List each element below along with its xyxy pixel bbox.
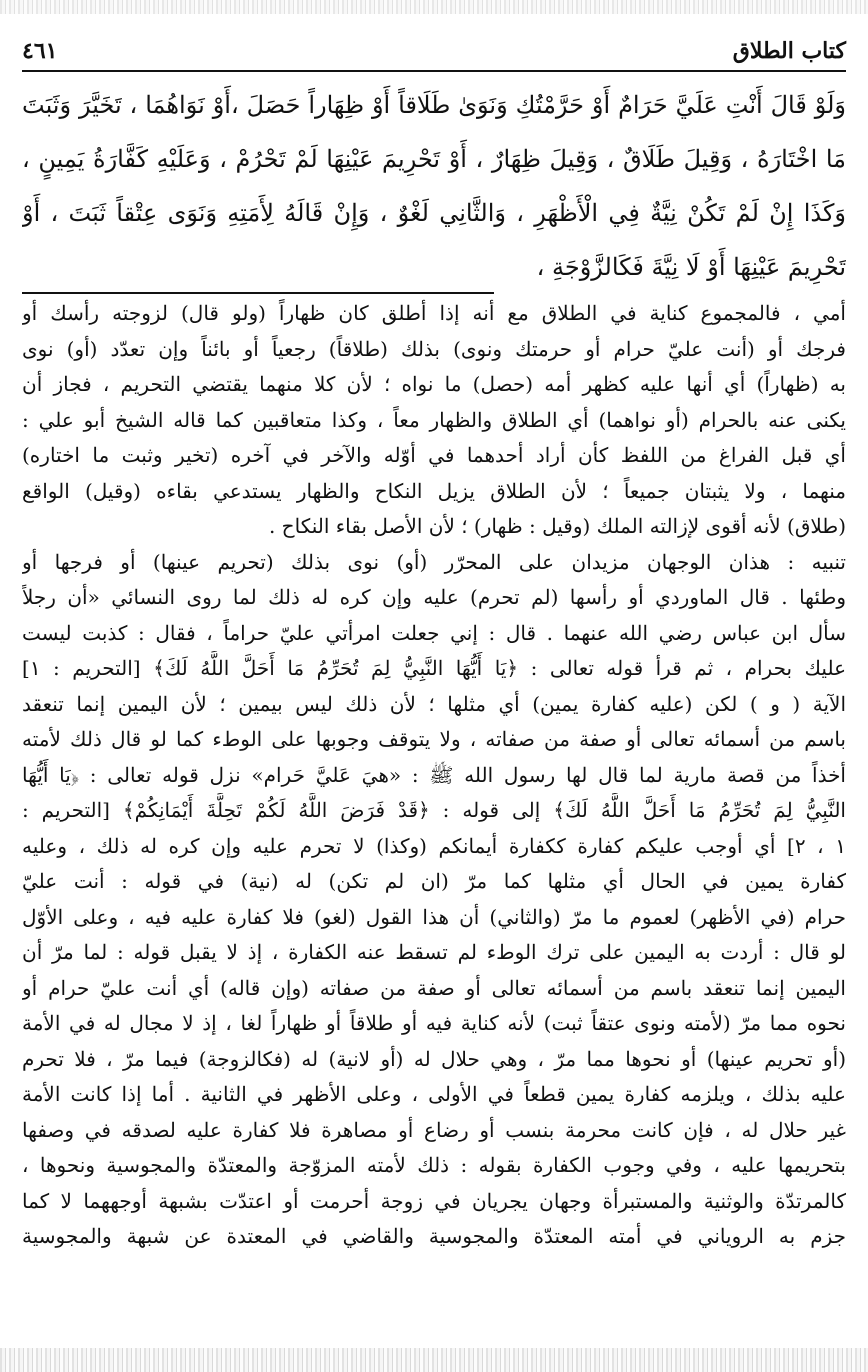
sharh-text — [22, 296, 846, 1255]
scan-edge-top — [0, 0, 868, 14]
sharh-line: عليك بحرام ، ثم قرأ قوله تعالى : ﴿يَا أَيُّهَا النَّبِيُّ لِمَ تُحَرِّمُ مَا أَحَلَّ اللَّهُ لَكَ﴾ [التحريم : ١] — [22, 656, 846, 680]
sharh-line: (طلاق) لأنه أقوى لإزالته الملك (وقيل : ظهار) ؛ لأن الأصل بقاء النكاح . — [268, 514, 846, 538]
sharh-line: وطئها . قال الماوردي أو رأسها (لم تحرم) عليه وإن كره له ذلك لما روى النسائي «أن رجلاً — [22, 585, 846, 609]
sharh-line: باسم من أسمائه تعالى أو صفة من صفاته ، ولا يتوقف وجوبها على الوطء كما لو قال ذلك لأمته — [22, 727, 846, 751]
sharh-line: الآية ( و ) لكن (عليه كفارة يمين) أي مثلها ؛ لأن ذلك ليس بيمين ؛ لأن اليمين إنما تنعقد — [22, 691, 846, 716]
sharh-line: أمي ، فالمجموع كناية في الطلاق مع أنه إذا أطلق كان ظهاراً (ولو قال) لزوجته رأسك أو — [22, 301, 846, 325]
sharh-line: سأل ابن عباس رضي الله عنهما . قال : إني جعلت امرأتي عليّ حراماً ، فقال : كذبت ليست — [22, 620, 846, 645]
book-page — [22, 20, 846, 1340]
sharh-line: اليمين إنما تنعقد باسم من أسمائه تعالى أو صفة من صفاته (وإن قاله) أي أنت عليّ حرام أو — [22, 975, 846, 1000]
page-number: ٤٦١ — [22, 38, 58, 64]
sharh-line: ١ ، ٢] أي أوجب عليكم كفارة ككفارة أيمانكم (وكذا) لا تحرم عليه وإن كره له ذلك ، وعليه — [22, 833, 846, 858]
matn-text — [22, 78, 846, 294]
matn-line: تَحْرِيمَ عَيْنِهَا أَوْ لَا نِيَّةَ فَكَالزَّوْجَةِ ، — [536, 253, 846, 281]
sharh-line: كفارة يمين في الحال أي مثلها كما مرّ (ان لم تكن) له (نية) في قوله : أنت عليّ — [22, 869, 846, 893]
sharh-line: لو قال : أردت به اليمين على ترك الوطء لم تسقط عنه الكفارة ، إذ لا يقبل قوله : لما مرّ أن — [22, 940, 846, 964]
sharh-line: أخذاً من قصة مارية لما قال لها رسول الله ﷺ : «هيَ عَليَّ حَرام» نزل قوله تعالى : ﴿يَا أَيُّهَا — [22, 762, 846, 787]
sharh-line: جزم به الروياني في أمته المعتدّة والمجوسية والقاضي في المعتدة عن شبهة والمجوسية — [22, 1224, 846, 1248]
sharh-line: عليه بذلك ، ويلزمه كفارة يمين قطعاً في الأولى ، وعلى الأظهر في الثانية . أما إذا كانت الأمة — [22, 1082, 846, 1106]
header-rule — [22, 70, 846, 72]
sharh-line: منهما ، ولا يثبتان جميعاً ؛ لأن الطلاق يزيل النكاح والظهار يستدعي بقاءه (وقيل) الواقع — [22, 478, 846, 503]
page-header — [22, 34, 846, 68]
sharh-line: كالمرتدّة والوثنية والمستبرأة وجهان يجريان في زوجة أحرمت أو اعتدّت بشبهة أوجههما لا كما — [22, 1188, 846, 1213]
sharh-line: به (ظهاراً) أي أنها عليه كظهر أمه (حصل) ما نواه ؛ لأن كلا منهما يقتضي التحريم ، فجاز أن — [22, 372, 846, 396]
book-title: كتاب الطلاق — [732, 38, 846, 64]
matn-line: وَلَوْ قَالَ أَنْتِ عَلَيَّ حَرَامٌ أَوْ حَرَّمْتُكِ وَنَوَىٰ طَلَاقاً أَوْ ظِهَاراً حَصَلَ ،أَوْ نَوَاهُمَا ، تَخَيَّرَ وَثَبَتَ — [22, 91, 846, 119]
matn-line: مَا اخْتَارَهُ ، وَقِيلَ طَلَاقٌ ، وَقِيلَ ظِهَارٌ ، أَوْ تَحْرِيمَ عَيْنِهَا لَمْ تَحْرُمْ ، وَعَلَيْهِ كَفَّارَةُ يَمِينٍ ، — [22, 145, 846, 173]
sharh-line: يكنى عنه بالحرام (أو نواهما) أي الطلاق والظهار معاً ، وكذا متعاقبين كما قاله الشيخ أبو علي : — [22, 407, 846, 432]
sharh-line: غير حلال له ، فإن كانت محرمة بنسب أو رضاع أو مصاهرة فلا كفارة عليه لصدقه في وصفها — [22, 1117, 846, 1142]
scan-edge-bottom — [0, 1348, 868, 1372]
sharh-line: نحوه مما مرّ (لأمته ونوى عتقاً ثبت) لأنه كناية فيه أو طلاقاً أو ظهاراً لغا ، إذ لا مجال له في الأمة — [22, 1011, 846, 1035]
sharh-line: فرجك أو (أنت عليّ حرام أو حرمتك ونوى) بذلك (طلاقاً) رجعياً أو بائناً وإن تعدّد (أو) نوى — [22, 336, 846, 361]
sharh-line: النَّبِيُّ لِمَ تُحَرِّمُ مَا أَحَلَّ اللَّهُ لَكَ﴾ إلى قوله : ﴿قَدْ فَرَضَ اللَّهُ لَكُمْ تَحِلَّةَ أَيْمَانِكُمْ﴾ [التحريم : — [22, 798, 846, 822]
sharh-line: حرام (في الأظهر) لعموم ما مرّ (والثاني) أن هذا القول (لغو) فلا كفارة عليه فيه ، وعلى الأوّل — [22, 904, 846, 929]
sharh-line: (أو تحريم عينها) أو نحوها مما مرّ ، وهي حلال له (أو لانية) له (فكالزوجة) فيما مرّ ، فلا تحرم — [22, 1046, 846, 1071]
sharh-line: تنبيه : هذان الوجهان مزيدان على المحرّر (أو) نوى بذلك (تحريم عينها) أو فرجها أو — [22, 549, 846, 574]
sharh-line: أي قبل الفراغ من اللفظ كأن أراد أحدهما في أوّله والآخر في آخره (تخير وثبت ما اختاره) — [22, 443, 846, 467]
matn-sharh-divider — [22, 292, 494, 294]
sharh-line: بتحريمها عليه ، وفي وجوب الكفارة بقوله : ذلك لأمته المزوّجة والمعتدّة والمجوسية ونحوها ، — [22, 1153, 846, 1177]
matn-line: وَكَذَا إِنْ لَمْ تَكُنْ نِيَّةٌ فِي الْأَظْهَرِ ، وَالثَّانِي لَغْوٌ ، وَإِنْ قَالَهُ لِأَمَتِهِ وَنَوَى عِتْقاً ثَبَتَ ، أَوْ — [22, 199, 846, 227]
